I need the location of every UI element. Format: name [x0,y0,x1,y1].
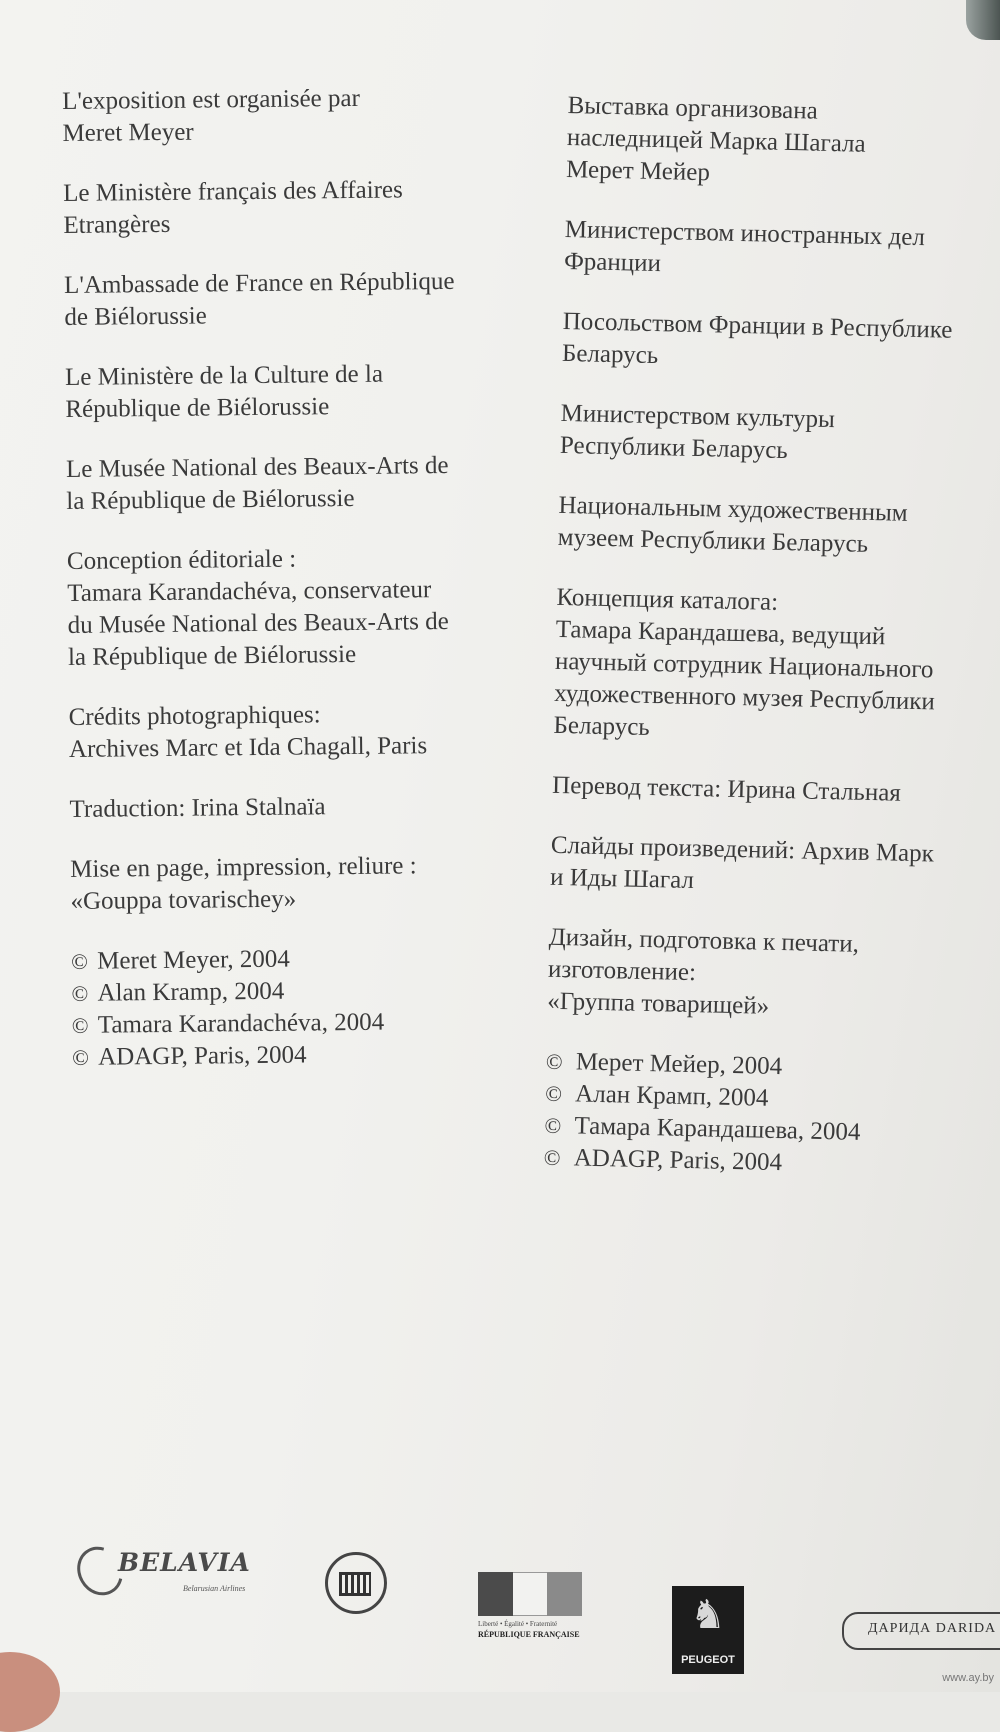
text-line: L'Ambassade de France en République [63,267,455,299]
copyright-list [543,1046,986,1184]
text-line: и Иды Шагал [549,863,695,895]
copyright-symbol: © [544,1080,563,1107]
organizer-block [560,398,1000,472]
text-line: Conception éditoriale : [66,545,297,575]
credit-block [552,770,993,812]
text-line: изготовление: [547,955,697,987]
copyright-text: Алан Крамп, 2004 [574,1080,769,1112]
text-line: Etrangères [63,210,171,239]
text-line: Беларусь [553,711,651,742]
text-line: Traduction: Irina Stalnaïa [69,793,326,823]
text-line: Дизайн, подготовка к печати, [548,923,860,958]
copyright-text: ADAGP, Paris, 2004 [573,1144,783,1177]
text-line: Слайды произведений: Архив Марк [550,831,935,868]
organizer-block [62,81,513,150]
peugeot-lion-icon: ♞ [690,1592,726,1638]
organizer-block [566,90,1000,196]
text-line: Mise en page, impression, reliure : [70,852,417,883]
text-line: «Gouppa tovarischey» [70,885,297,915]
belavia-logo-text: BELAVIA [118,1548,251,1577]
text-line: Le Ministère de la Culture de la [64,360,384,391]
watermark: www.ay.by [942,1672,994,1684]
republique-francaise-logo [478,1572,584,1652]
darida-logo: ДАРИДА DARIDA [842,1612,1000,1650]
copyright-symbol: © [545,1048,563,1075]
copyright-symbol: © [71,948,89,974]
credit-block [69,789,519,826]
sponsor-logos [0,1530,1000,1692]
belavia-logo [78,1540,258,1600]
copyright-symbol: © [544,1112,562,1139]
copyright-symbol: © [71,980,89,1006]
text-line: наследницей Марка Шагала [566,123,866,158]
copyright-line [71,941,521,978]
peugeot-logo [672,1586,744,1674]
text-line: Выставка организована [567,91,819,125]
text-line: Концепция каталога: [556,583,779,616]
rf-name: RÉPUBLIQUE FRANÇAISE [478,1630,580,1639]
text-line: Министерством культуры [560,399,836,434]
credit-block [550,830,991,904]
organizer-block [64,265,515,334]
text-line: Мерет Мейер [565,155,711,187]
copyright-text: Тамара Карандашева, 2004 [574,1112,861,1146]
organizer-block [66,449,517,518]
french-flag-icon [478,1572,582,1616]
organizer-block [63,173,514,242]
book-spine-edge [966,0,1000,40]
text-line: Национальным художественным [558,491,908,527]
text-line: L'exposition est organisée par [62,84,361,115]
copyright-text: ADAGP, Paris, 2004 [98,1041,307,1071]
text-line: Archives Marc et Ida Chagall, Paris [68,732,428,763]
organizer-block [562,306,1000,380]
copyright-text: Alan Kramp, 2004 [97,977,285,1007]
copyright-line [71,973,521,1010]
copyright-list [71,941,522,1074]
text-line: la République de Biélorussie [67,640,357,671]
copyright-symbol: © [543,1144,561,1171]
museum-columns-icon [339,1572,371,1596]
text-line: Tamara Karandachéva, conservateur [67,576,432,607]
belavia-logo-subtitle: Belarusian Airlines [183,1584,246,1593]
credit-block [70,849,521,918]
french-column [62,81,523,1102]
copyright-symbol: © [71,1012,89,1038]
peugeot-logo-text: PEUGEOT [681,1654,735,1666]
text-line: Crédits photographiques: [68,701,321,731]
copyright-text: Tamara Karandachéva, 2004 [97,1008,385,1039]
text-line: Посольством Франции в Республике [562,307,953,344]
rf-motto: Liberté • Égalité • Fraternité [478,1620,558,1628]
credit-block [67,541,518,674]
text-line: Тамара Карандашева, ведущий [555,615,886,651]
text-line: du Musée National des Beaux-Arts de [67,607,449,639]
text-line: «Группа товарищей» [547,987,770,1020]
text-line: Meret Meyer [62,118,194,147]
text-line: Республики Беларусь [559,431,789,465]
text-line: музеем Республики Беларусь [557,523,869,558]
copyright-line [72,1005,522,1042]
text-line: Le Ministère français des Affaires [62,176,403,207]
text-line: Le Musée National des Beaux-Arts de [65,451,449,483]
russian-column [543,90,1000,1212]
credit-block [553,582,997,752]
credit-block [68,697,519,766]
museum-logo [325,1552,387,1614]
copyright-line [72,1037,522,1074]
text-line: de Biélorussie [64,302,207,331]
text-line: Перевод текста: Ирина Стальная [551,771,902,807]
text-line: la République de Biélorussie [66,484,355,515]
text-line: художественного музея Республики [554,679,936,716]
text-line: Беларусь [561,339,659,370]
text-line: научный сотрудник Национального [554,647,934,684]
copyright-text: Мерет Мейер, 2004 [575,1048,783,1081]
text-line: Министерством иностранных дел [564,215,926,252]
copyright-text: Meret Meyer, 2004 [97,945,291,975]
text-line: Франции [563,247,662,278]
organizer-block [557,490,998,564]
text-line: République de Biélorussie [65,393,330,423]
copyright-symbol: © [72,1044,90,1070]
organizer-block [65,357,516,426]
organizer-block [564,214,1000,288]
credit-block [547,922,989,1028]
